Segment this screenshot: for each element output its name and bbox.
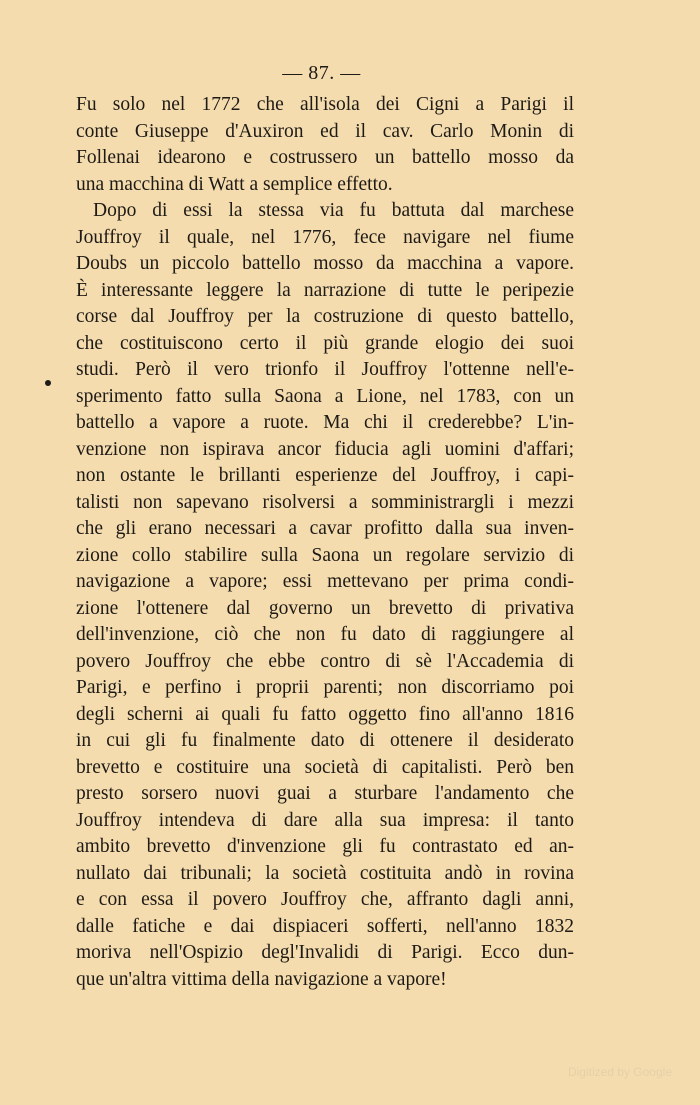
text-line: Fu solo nel 1772 che all'isola dei Cigni a Parigi il bbox=[76, 94, 574, 115]
text-line: Follenai idearono e costrussero un battello mosso da bbox=[76, 147, 574, 168]
text-line: Jouffroy intendeva di dare alla sua impresa: il tanto bbox=[76, 809, 574, 831]
text-line: zione collo stabilire sulla Saona un regolare servizio di bbox=[76, 544, 574, 566]
text-line: que un'altra vittima della navigazione a vapore! bbox=[76, 968, 447, 990]
text-line: ambito brevetto d'invenzione gli fu contrastato ed an- bbox=[76, 836, 574, 857]
text-line: battello a vapore a ruote. Ma chi il crederebbe? L'in- bbox=[76, 412, 574, 433]
text-line: zione l'ottenere dal governo un brevetto di privativa bbox=[76, 597, 574, 619]
text-line: conte Giuseppe d'Auxiron ed il cav. Carlo Monin di bbox=[76, 120, 574, 142]
text-line: sperimento fatto sulla Saona a Lione, nel 1783, con un bbox=[76, 385, 574, 407]
text-line: e con essa il povero Jouffroy che, affranto dagli anni, bbox=[76, 889, 574, 910]
body-text bbox=[76, 92, 574, 993]
margin-mark bbox=[45, 380, 51, 386]
text-line: navigazione a vapore; essi mettevano per prima condi- bbox=[76, 571, 574, 592]
text-line: degli scherni ai quali fu fatto oggetto fino all'anno 1816 bbox=[76, 703, 574, 725]
text-line: povero Jouffroy che ebbe contro di sè l'Accademia di bbox=[76, 650, 574, 672]
text-line: non ostante le brillanti esperienze del Jouffroy, i capi- bbox=[76, 465, 574, 486]
page-number: — 87. — bbox=[282, 62, 361, 84]
text-line: dalle fatiche e dai dispiaceri sofferti, nell'anno 1832 bbox=[76, 915, 574, 937]
text-line: corse dal Jouffroy per la costruzione di questo battello, bbox=[76, 306, 574, 327]
text-line: presto sorsero nuovi guai a sturbare l'andamento che bbox=[76, 783, 574, 804]
text-line: venzione non ispirava ancor fiducia agli uomini d'affari; bbox=[76, 438, 574, 460]
text-line: talisti non sapevano risolversi a somministrargli i mezzi bbox=[76, 491, 574, 513]
text-line: Doubs un piccolo battello mosso da macchina a vapore. bbox=[76, 253, 574, 274]
scan-watermark: Digitized by Google bbox=[567, 1065, 672, 1079]
text-line: brevetto e costituire una società di capitalisti. Però ben bbox=[76, 756, 574, 778]
text-line: Dopo di essi la stessa via fu battuta dal marchese bbox=[93, 200, 574, 221]
text-line: studi. Però il vero trionfo il Jouffroy l'ottenne nell'e- bbox=[76, 359, 574, 380]
text-line: che gli erano necessari a cavar profitto dalla sua inven- bbox=[76, 518, 574, 539]
text-line: nullato dai tribunali; la società costituita andò in rovina bbox=[76, 862, 574, 884]
text-line: Parigi, e perfino i proprii parenti; non discorriamo poi bbox=[76, 677, 574, 698]
text-line: che costituiscono certo il più grande elogio dei suoi bbox=[76, 332, 574, 354]
text-line: dell'invenzione, ciò che non fu dato di raggiungere al bbox=[76, 624, 574, 645]
text-line: una macchina di Watt a semplice effetto. bbox=[76, 173, 393, 195]
text-line: Jouffroy il quale, nel 1776, fece navigare nel fiume bbox=[76, 226, 574, 248]
text-line: in cui gli fu finalmente dato di ottenere il desiderato bbox=[76, 730, 574, 751]
text-line: È interessante leggere la narrazione di tutte le peripezie bbox=[76, 279, 574, 301]
text-line: moriva nell'Ospizio degl'Invalidi di Parigi. Ecco dun- bbox=[76, 942, 574, 963]
